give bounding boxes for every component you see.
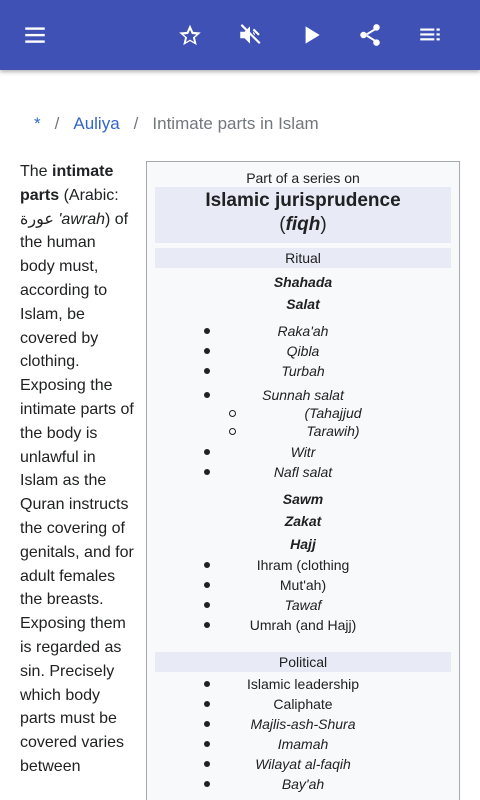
list-item[interactable]: Sunnah salat [262, 387, 344, 403]
sub-list-item[interactable]: (Tahajjud [304, 405, 362, 421]
article-text: ) of the human body must, according to Islam, be covered by clothing. Exposing the intimate parts of the body is unlawful in Islam as the Quran instructs the covering of genitals, and for adult females the breasts. Exposing them is regarded as sin. Precisely which body parts must be covered varies between [20, 210, 134, 775]
infobox-subtitle [155, 213, 451, 237]
article-text: The [20, 163, 53, 180]
sub-list-item[interactable]: Tarawih) [306, 423, 360, 439]
transliteration: 'awrah [53, 210, 105, 228]
list-item[interactable]: Nafl salat [273, 464, 333, 480]
section-header-ritual: Ritual [155, 248, 451, 268]
volume-off-icon[interactable] [232, 17, 268, 53]
breadcrumb [34, 114, 319, 134]
list-icon[interactable] [412, 17, 448, 53]
paren: ( [279, 214, 286, 235]
list-item[interactable]: Tawaf [284, 597, 322, 613]
section-header-political: Political [155, 652, 451, 672]
list-item[interactable]: Wilayat al-faqih [255, 756, 351, 772]
list-item[interactable]: Ihram (clothing [256, 557, 350, 573]
infobox-title-text: Islamic jurisprudence [205, 190, 401, 211]
list-item[interactable]: Raka'ah [277, 323, 329, 339]
list-item[interactable]: Caliphate [273, 696, 333, 712]
share-icon[interactable] [352, 17, 388, 53]
star-outline-icon[interactable] [172, 17, 208, 53]
infobox-title [155, 187, 451, 243]
list-item[interactable]: Turbah [281, 363, 325, 379]
link-shahada[interactable]: Shahada [273, 274, 333, 290]
list-item[interactable]: Majlis-ash-Shura [250, 716, 356, 732]
article-paragraph [20, 160, 134, 779]
link-salat[interactable]: Salat [286, 296, 320, 312]
breadcrumb-current: Intimate parts in Islam [152, 114, 319, 133]
breadcrumb-separator: / [133, 114, 139, 133]
article-bold-term: intimate parts [20, 163, 114, 204]
link-hajj[interactable]: Hajj [290, 536, 316, 552]
link-sawm[interactable]: Sawm [282, 491, 324, 507]
list-item[interactable]: Qibla [286, 343, 320, 359]
list-item[interactable]: Imamah [277, 736, 329, 752]
list-item[interactable]: Islamic leadership [246, 676, 360, 692]
breadcrumb-parent-link[interactable]: Auliya [73, 114, 120, 133]
article-text: (Arabic: [59, 186, 119, 204]
breadcrumb-separator: / [54, 114, 60, 133]
app-toolbar [0, 0, 480, 70]
link-zakat[interactable]: Zakat [284, 513, 322, 529]
play-icon[interactable] [293, 17, 329, 53]
infobox-sidebar [146, 161, 460, 800]
paren: ) [320, 214, 327, 235]
breadcrumb-root-link[interactable]: * [34, 114, 41, 133]
hamburger-menu-icon[interactable] [17, 17, 53, 53]
list-item[interactable]: Umrah (and Hajj) [249, 617, 357, 633]
list-item[interactable]: Witr [290, 444, 316, 460]
infobox-subtitle-link[interactable]: fiqh [285, 214, 321, 235]
list-item[interactable]: Bay'ah [281, 776, 325, 792]
infobox-super-title: Part of a series on [246, 170, 360, 186]
arabic-term: عورة [20, 210, 54, 228]
list-item[interactable]: Mut'ah) [279, 577, 327, 593]
